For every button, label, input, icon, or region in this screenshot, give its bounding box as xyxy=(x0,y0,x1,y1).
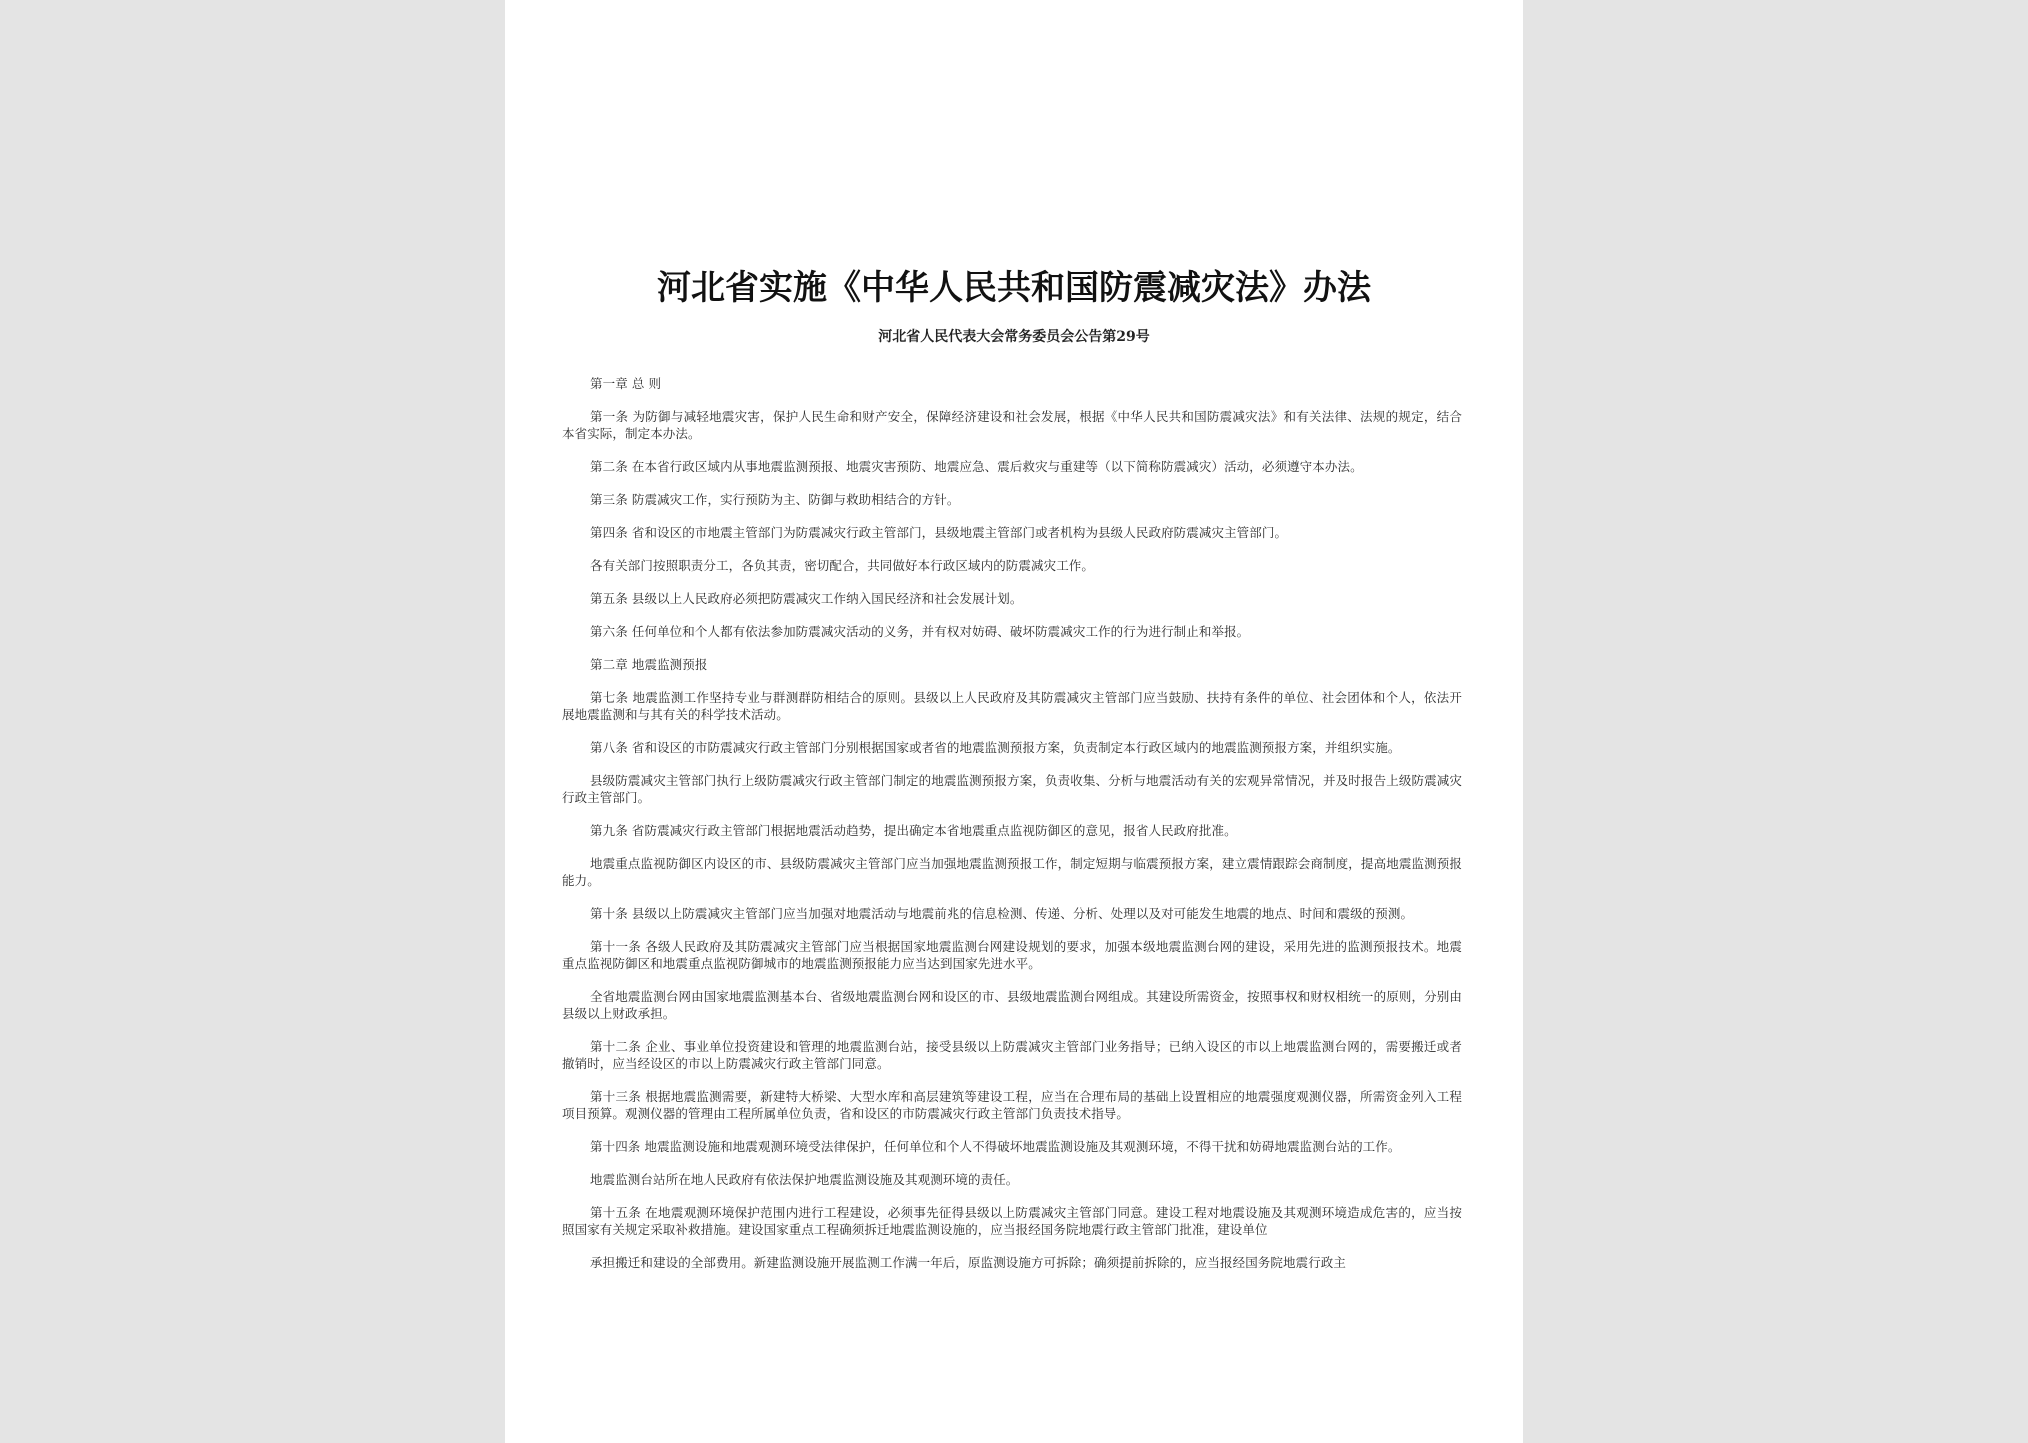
document-page xyxy=(505,0,1523,1443)
article-paragraph: 第一条 为防御与减轻地震灾害，保护人民生命和财产安全，保障经济建设和社会发展，根据《中华人民共和国防震减灾法》和有关法律、法规的规定，结合本省实际，制定本办法。 xyxy=(562,409,1462,441)
article-paragraph: 第七条 地震监测工作坚持专业与群测群防相结合的原则。县级以上人民政府及其防震减灾主管部门应当鼓励、扶持有条件的单位、社会团体和个人，依法开展地震监测和与其有关的科学技术活动。 xyxy=(562,690,1462,722)
article-paragraph: 第四条 省和设区的市地震主管部门为防震减灾行政主管部门，县级地震主管部门或者机构为县级人民政府防震减灾主管部门。 xyxy=(590,525,1288,540)
document-title: 河北省实施《中华人民共和国防震减灾法》办法 xyxy=(657,268,1371,308)
article-paragraph: 第十五条 在地震观测环境保护范围内进行工程建设，必须事先征得县级以上防震减灾主管部门同意。建设工程对地震设施及其观测环境造成危害的，应当按照国家有关规定采取补救措施。建设国家重点工程确须拆迁地震监测设施的，应当报经国务院地震行政主管部门批准，建设单位 xyxy=(562,1205,1462,1237)
chapter-heading: 第二章 地震监测预报 xyxy=(590,657,708,672)
article-paragraph: 第十三条 根据地震监测需要，新建特大桥梁、大型水库和高层建筑等建设工程，应当在合理布局的基础上设置相应的地震强度观测仪器，所需资金列入工程项目预算。观测仪器的管理由工程所属单位负责，省和设区的市防震减灾行政主管部门负责技术指导。 xyxy=(562,1089,1462,1121)
chapter-heading: 第一章 总 则 xyxy=(590,376,662,391)
article-paragraph: 第十条 县级以上防震减灾主管部门应当加强对地震活动与地震前兆的信息检测、传递、分析、处理以及对可能发生地震的地点、时间和震级的预测。 xyxy=(590,906,1414,921)
article-paragraph: 第二条 在本省行政区域内从事地震监测预报、地震灾害预防、地震应急、震后救灾与重建等（以下简称防震减灾）活动，必须遵守本办法。 xyxy=(590,459,1363,474)
article-paragraph: 第八条 省和设区的市防震减灾行政主管部门分别根据国家或者省的地震监测预报方案，负责制定本行政区域内的地震监测预报方案，并组织实施。 xyxy=(590,740,1401,755)
article-paragraph: 第十一条 各级人民政府及其防震减灾主管部门应当根据国家地震监测台网建设规划的要求，加强本级地震监测台网的建设，采用先进的监测预报技术。地震重点监视防御区和地震重点监视防御城市的地震监测预报能力应当达到国家先进水平。 xyxy=(562,939,1462,971)
article-paragraph: 县级防震减灾主管部门执行上级防震减灾行政主管部门制定的地震监测预报方案，负责收集、分析与地震活动有关的宏观异常情况，并及时报告上级防震减灾行政主管部门。 xyxy=(562,773,1462,805)
article-paragraph: 第十四条 地震监测设施和地震观测环境受法律保护，任何单位和个人不得破坏地震监测设施及其观测环境，不得干扰和妨碍地震监测台站的工作。 xyxy=(590,1139,1401,1154)
article-paragraph: 各有关部门按照职责分工，各负其责，密切配合，共同做好本行政区域内的防震减灾工作。 xyxy=(590,558,1095,573)
article-paragraph: 全省地震监测台网由国家地震监测基本台、省级地震监测台网和设区的市、县级地震监测台网组成。其建设所需资金，按照事权和财权相统一的原则，分别由县级以上财政承担。 xyxy=(562,989,1462,1021)
document-subtitle: 河北省人民代表大会常务委员会公告第29号 xyxy=(878,329,1150,345)
article-paragraph: 地震监测台站所在地人民政府有依法保护地震监测设施及其观测环境的责任。 xyxy=(590,1172,1019,1187)
article-paragraph: 承担搬迁和建设的全部费用。新建监测设施开展监测工作满一年后，原监测设施方可拆除；确须提前拆除的，应当报经国务院地震行政主 xyxy=(590,1255,1347,1270)
article-paragraph: 第六条 任何单位和个人都有依法参加防震减灾活动的义务，并有权对妨碍、破坏防震减灾工作的行为进行制止和举报。 xyxy=(590,624,1250,639)
article-paragraph: 第九条 省防震减灾行政主管部门根据地震活动趋势，提出确定本省地震重点监视防御区的意见，报省人民政府批准。 xyxy=(590,823,1237,838)
article-paragraph: 第三条 防震减灾工作，实行预防为主、防御与救助相结合的方针。 xyxy=(590,492,960,507)
article-paragraph: 地震重点监视防御区内设区的市、县级防震减灾主管部门应当加强地震监测预报工作，制定短期与临震预报方案，建立震情跟踪会商制度，提高地震监测预报能力。 xyxy=(562,856,1462,888)
article-paragraph: 第五条 县级以上人民政府必须把防震减灾工作纳入国民经济和社会发展计划。 xyxy=(590,591,1023,606)
document-body xyxy=(562,375,1462,1287)
article-paragraph: 第十二条 企业、事业单位投资建设和管理的地震监测台站，接受县级以上防震减灾主管部门业务指导；已纳入设区的市以上地震监测台网的，需要搬迁或者撤销时，应当经设区的市以上防震减灾行政主管部门同意。 xyxy=(562,1039,1462,1071)
